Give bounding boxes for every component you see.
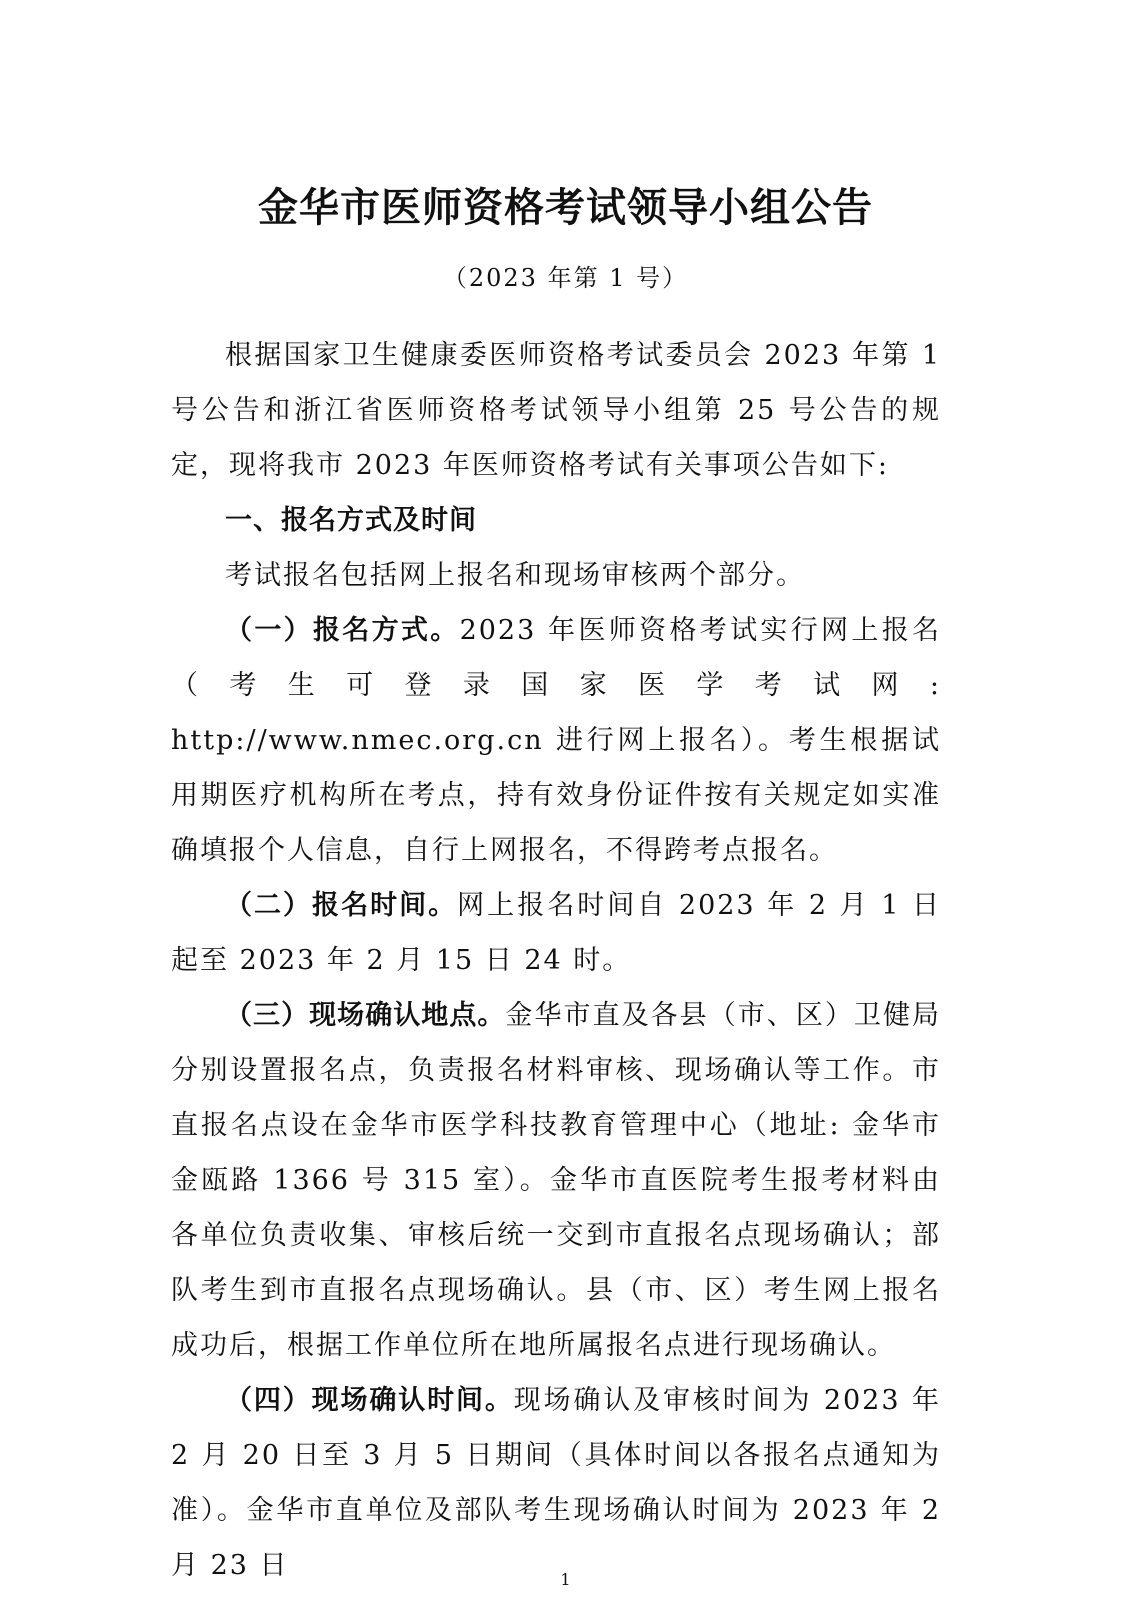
item-label: （二）报名时间。 [225,890,458,921]
section-heading: 一、报名方式及时间 [225,505,477,536]
item-label: （三）现场确认地点。 [225,1000,506,1031]
item-registration-time [171,878,941,988]
item-registration-method [171,603,941,878]
item-label: （一）报名方式。 [225,615,460,646]
page-number: 1 [560,1570,571,1589]
intro-paragraph: 根据国家卫生健康委医师资格考试委员会 2023 年第 1 号公告和浙江省医师资格考试领导小组第 25 号公告的规定，现将我市 2023 年医师资格考试有关事项公告如下: [171,340,941,481]
item-text: 现场确认及审核时间为 2023 年 2 月 20 日至 3 月 5 日期间（具体时间以各报名点通知为准）。金华市直单位及部队考生现场确认时间为 2023 年 2 月 23 日 [171,1385,941,1581]
item-text: 金华市直及各县（市、区）卫健局分别设置报名点，负责报名材料审核、现场确认等工作。市直报名点设在金华市医学科技教育管理中心（地址: 金华市金瓯路 1366 号 315 室）。金华市直医院考生报考材料由各单位负责收集、审核后统一交到市直报名点现场确认；部队考生到市直报名点现场确认。县（市、区）考生网上报名成功后，根据工作单位所在地所属报名点进行现场确认。 [171,1000,942,1361]
section-intro-paragraph: 考试报名包括网上报名和现场审核两个部分。 [225,560,805,591]
item-label: （四）现场确认时间。 [225,1385,514,1416]
document-title: 金华市医师资格考试领导小组公告 [258,185,873,231]
document-body [171,328,941,1593]
item-confirmation-time [171,1373,941,1593]
item-confirmation-location [171,988,941,1373]
document-number: （2023 年第 1 号） [442,264,689,292]
item-text: 2023 年医师资格考试实行网上报名（考生可登录国家医学考试网: http://www.nmec.org.cn 进行网上报名）。考生根据试用期医疗机构所在考点，持有效身份证件按有关规定如实准确填报个人信息，自行上网报名，不得跨考点报名。 [171,615,942,866]
item-text: 网上报名时间自 2023 年 2 月 1 日起至 2023 年 2 月 15 日 24 时。 [171,890,941,976]
